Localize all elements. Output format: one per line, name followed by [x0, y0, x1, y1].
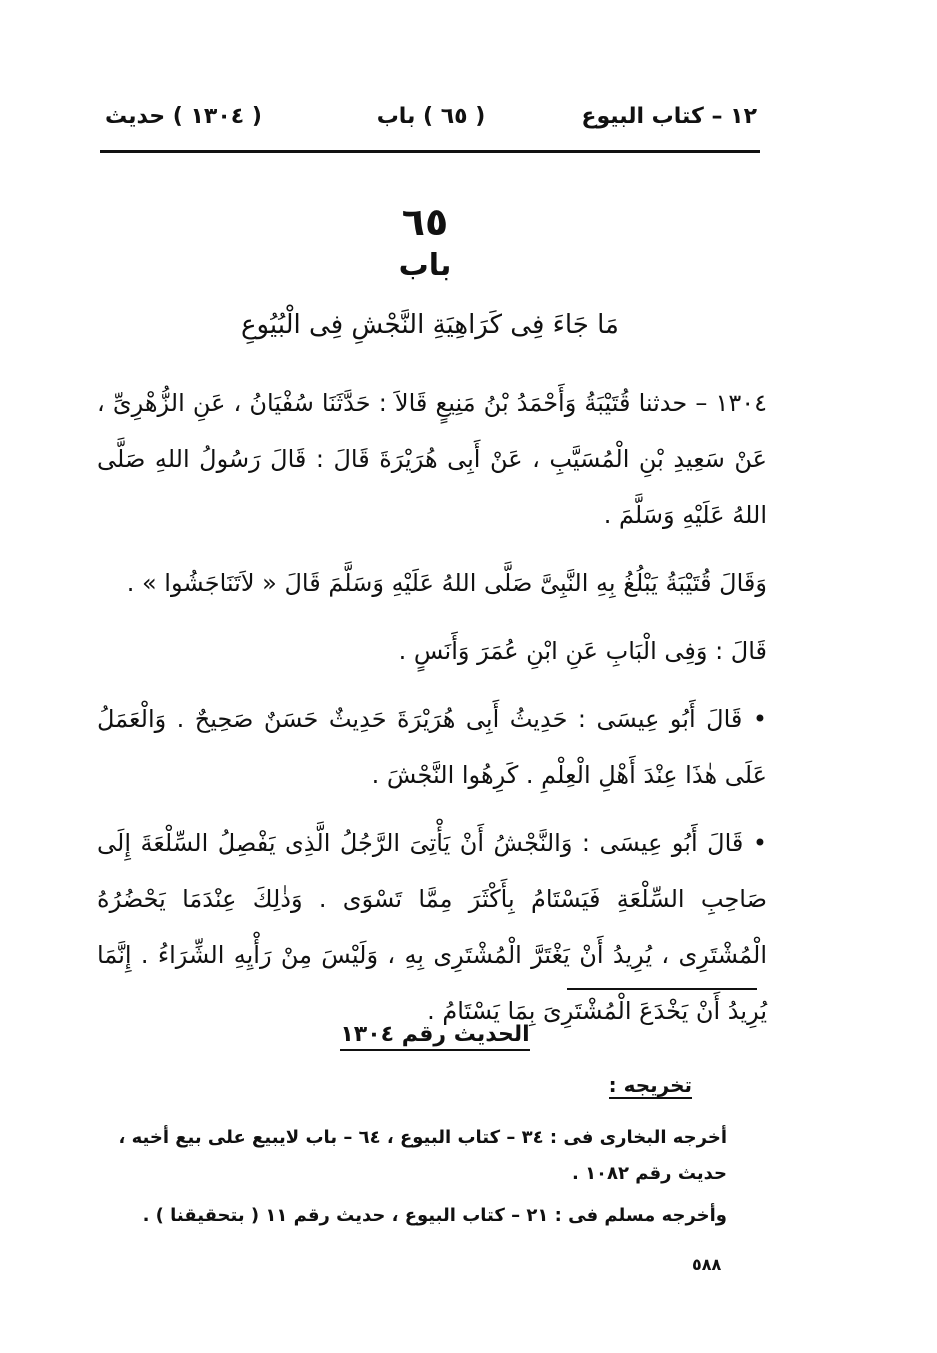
hadith-paragraph: قَالَ : وَفِى الْبَابِ عَنِ ابْنِ عُمَرَ وَأَنَسٍ .: [398, 637, 767, 665]
chapter-number: ٦٥: [401, 200, 449, 244]
running-head: [105, 100, 757, 140]
page-number: ٥٨٨: [692, 1255, 722, 1274]
footnote-rule: [567, 988, 757, 990]
hadith-paragraph: وَقَالَ قُتَيْبَةُ يَبْلُغُ بِهِ النَّبِىَّ صَلَّى اللهُ عَلَيْهِ وَسَلَّمَ قَالَ « لاَتَنَاجَشُوا » .: [126, 569, 767, 597]
note-line: أخرجه البخارى فى : ٣٤ – كتاب البيوع ، ٦٤ – باب لايبيع على بيع أخيه ، حديث رقم ١٠٨٢ .: [118, 1127, 727, 1184]
commentary-paragraph: • قَالَ أَبُو عِيسَى : حَدِيثُ أَبِى هُرَيْرَةَ حَدِيثٌ حَسَنٌ صَحِيحٌ . وَالْعَمَلُ عَلَى هٰذَا عِنْدَ أَهْلِ الْعِلْمِ . كَرِهُوا النَّجْشَ .: [97, 705, 767, 789]
note-line: وأخرجه مسلم فى : ٢١ – كتاب البيوع ، حديث رقم ١١ ( بتحقيقنا ) .: [142, 1205, 727, 1226]
running-head-chapter: ( ٦٥ ) باب: [376, 104, 486, 129]
notes-text: [87, 1120, 727, 1240]
chapter-word: باب: [398, 248, 452, 283]
running-head-book: ١٢ – كتاب البيوع: [581, 104, 757, 129]
running-head-hadith: ( ١٣٠٤ ) حديث: [105, 104, 262, 129]
notes-heading: [0, 1022, 870, 1047]
notes-heading-text: الحديث رقم ١٣٠٤: [340, 1022, 529, 1051]
takhrij-label: تخريجه :: [608, 1073, 692, 1097]
commentary-paragraph: • قَالَ أَبُو عِيسَى : وَالنَّجْشُ أَنْ يَأْتِىَ الرَّجُلُ الَّذِى يَفْصِلُ السِّلْعَةَ إِلَى صَاحِبِ السِّلْعَةِ فَيَسْتَامُ بِأَكْثَرَ مِمَّا تَسْوَى . وَذٰلِكَ عِنْدَمَا يَحْضُرُهُ الْمُشْتَرِى ، يُرِيدُ أَنْ يَغْتَرَّ الْمُشْتَرِى بِهِ ، وَلَيْسَ مِنْ رَأْيِهِ الشِّرَاءُ . إِنَّمَا يُرِيدُ أَنْ يَخْدَعَ الْمُشْتَرِىَ بِمَا يَسْتَامُ .: [97, 829, 767, 1025]
main-text: [97, 375, 767, 1051]
chapter-title: مَا جَاءَ فِى كَرَاهِيَةِ النَّجْشِ فِى الْبُيُوعِ: [240, 310, 619, 340]
header-rule: [100, 150, 760, 153]
hadith-paragraph: ١٣٠٤ – حدثنا قُتَيْبَةُ وَأَحْمَدُ بْنُ مَنِيعٍ قَالاَ : حَدَّثَنَا سُفْيَانُ ، عَنِ الزُّهْرِىِّ ، عَنْ سَعِيدِ بْنِ الْمُسَيَّبِ ، عَنْ أَبِى هُرَيْرَةَ قَالَ : قَالَ رَسُولُ اللهِ صَلَّى اللهُ عَلَيْهِ وَسَلَّمَ .: [97, 389, 767, 529]
